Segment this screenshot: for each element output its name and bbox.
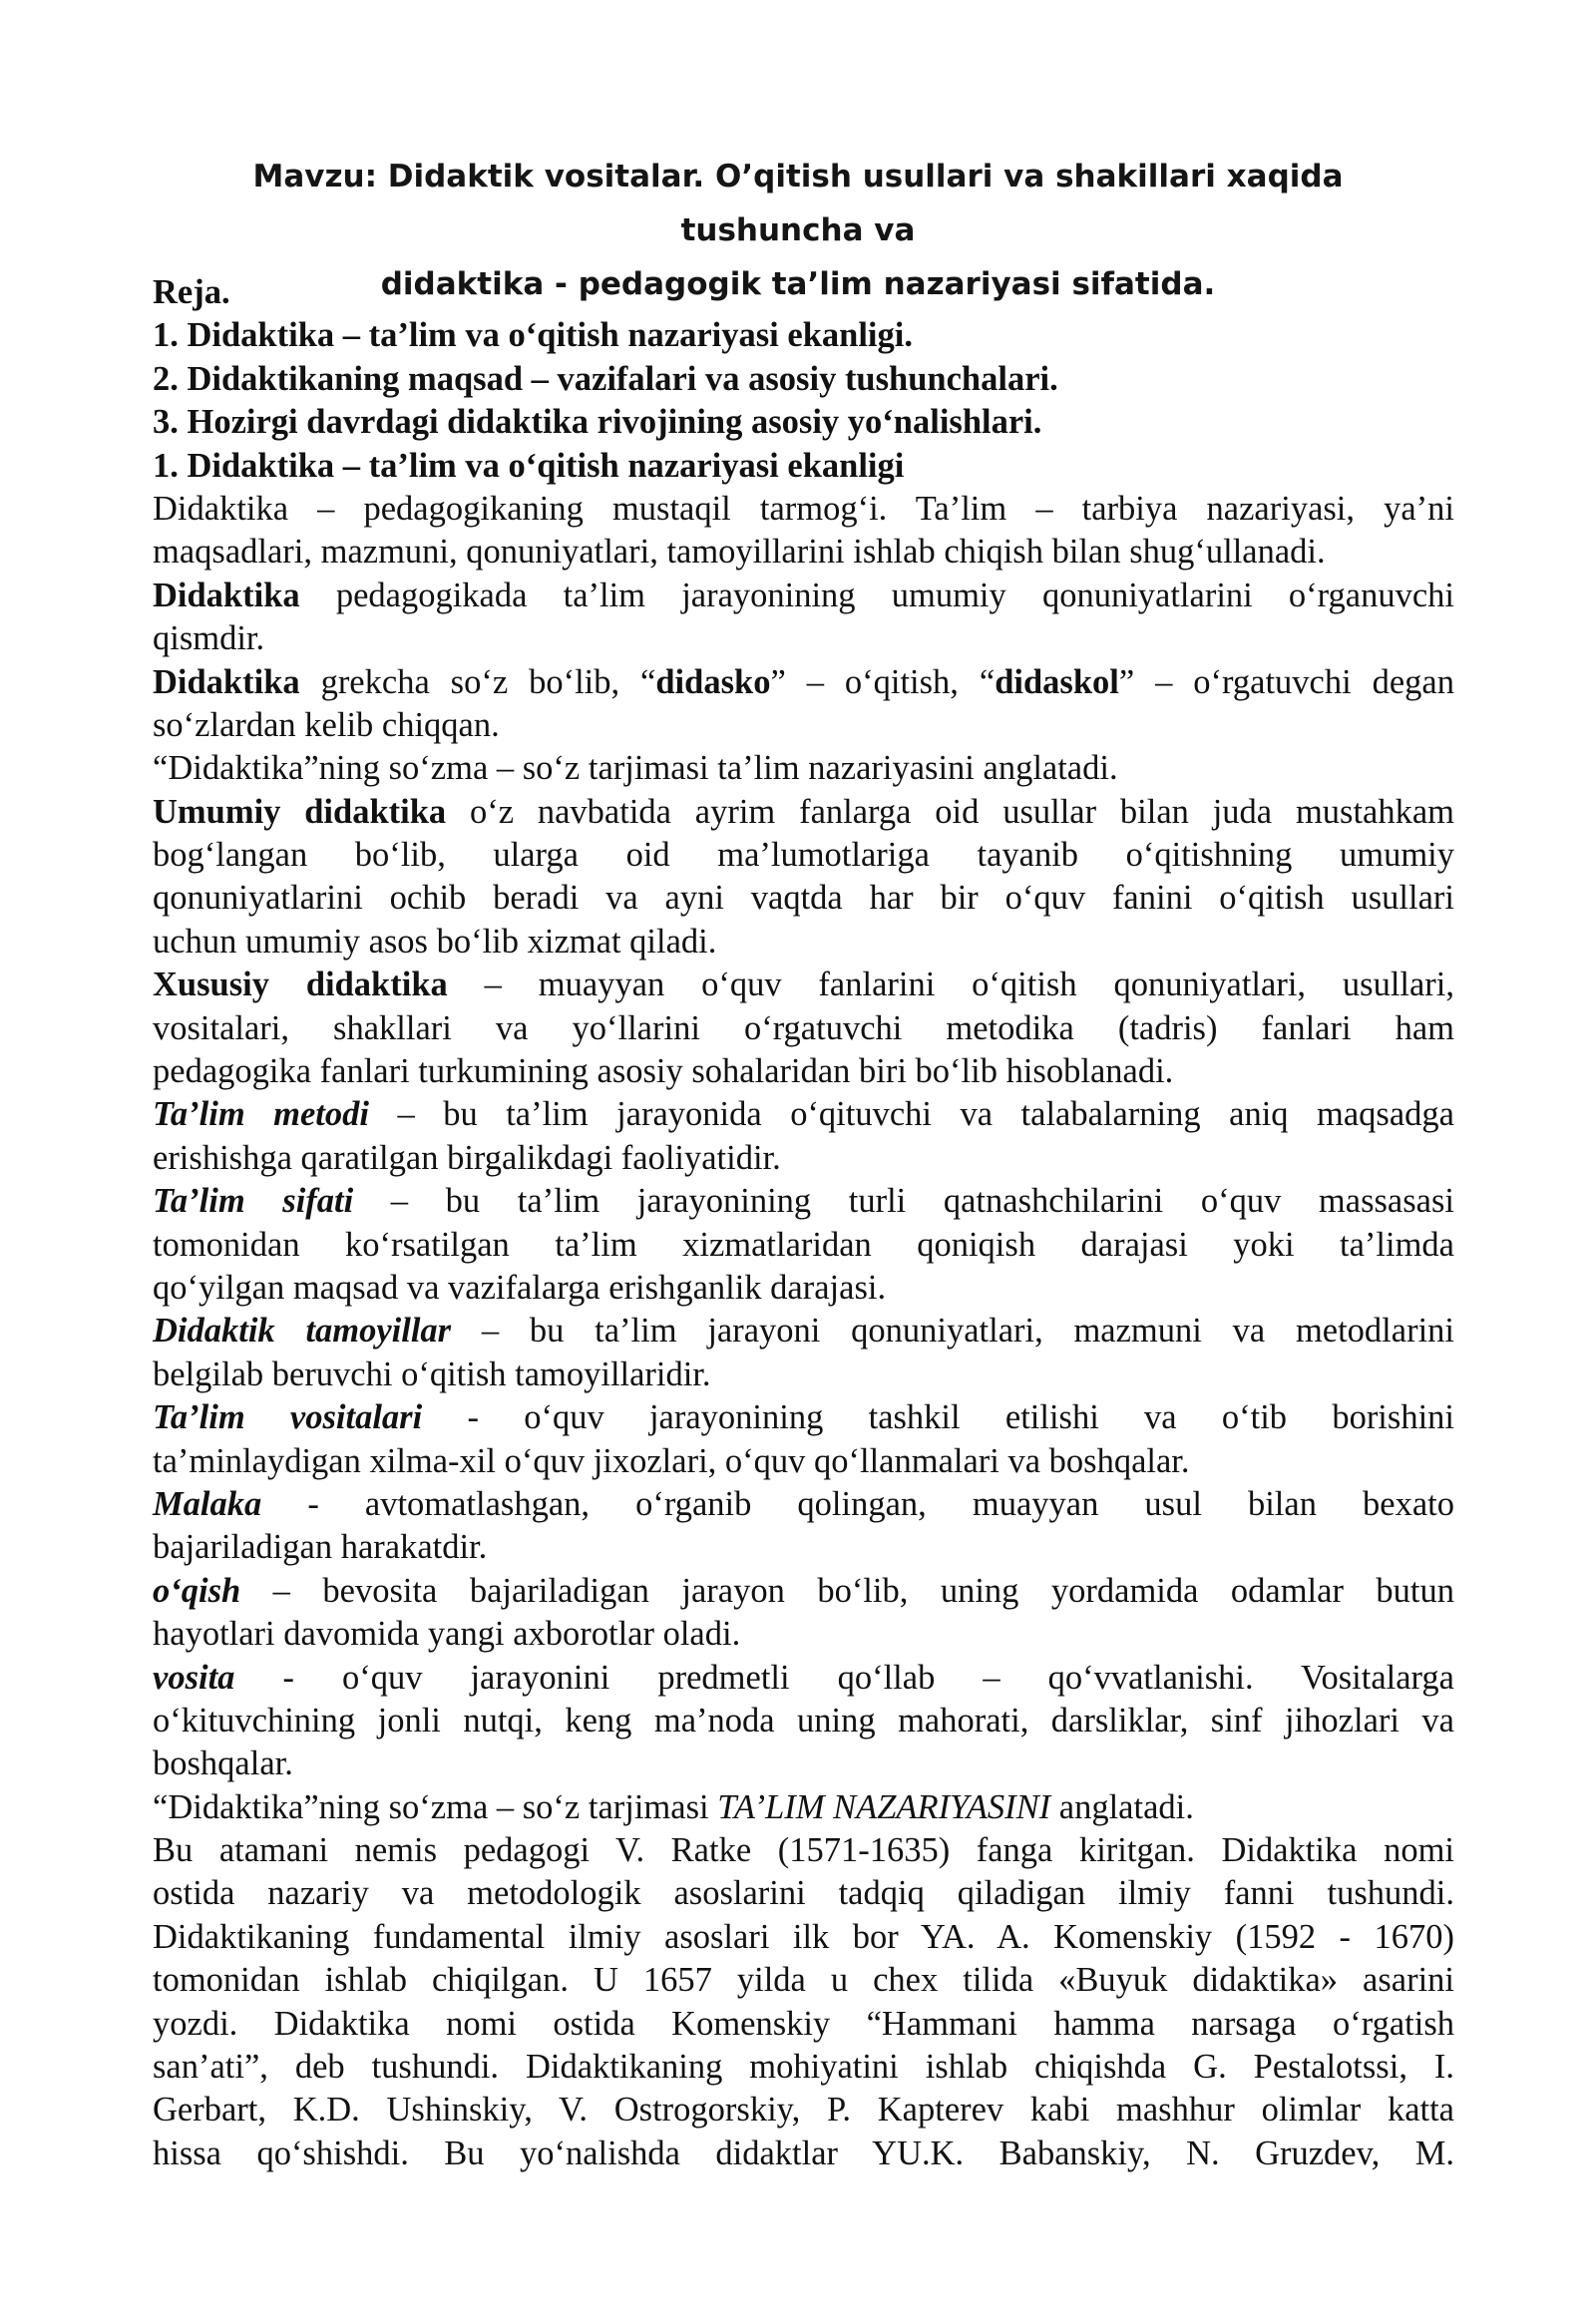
paragraph-line: belgilab beruvchi o‘qitish tamoyillaridir.: [153, 1355, 711, 1393]
term: didaskol: [995, 662, 1119, 701]
paragraph-line: Ta’lim vositalari - o‘quv jarayonining tashkil etilishi va o‘tib borishini: [153, 1398, 1454, 1437]
paragraph-line: so‘zlardan kelib chiqqan.: [153, 705, 500, 744]
paragraph-line: tomonidan ishlab chiqilgan. U 1657 yilda u chex tilida «Buyuk didaktika» asarini: [153, 1961, 1454, 2000]
term: Xususiy didaktika: [153, 966, 448, 1004]
paragraph-line: ta’minlaydigan xilma-xil o‘quv jixozlari, o‘quv qo‘llanmalari va boshqalar.: [153, 1441, 1190, 1480]
paragraph-line: Umumiy didaktika o‘z navbatida ayrim fanlarga oid usullar bilan juda mustahkam: [153, 792, 1454, 831]
paragraph-line: pedagogika fanlari turkumining asosiy sohalaridan biri bo‘lib hisoblanadi.: [153, 1052, 1174, 1091]
emphasis: TA’LIM NAZARIYASINI: [717, 1787, 1051, 1826]
term: Umumiy didaktika: [153, 792, 447, 831]
paragraph-line: o‘kituvchining jonli nutqi, keng ma’noda uning mahorati, darsliklar, sinf jihozlari va: [153, 1701, 1454, 1740]
plan-item: 3. Hozirgi davrdagi didaktika rivojining asosiy yo‘nalishlari.: [153, 403, 1042, 442]
paragraph-line: Didaktika grekcha so‘z bo‘lib, “didasko” – o‘qitish, “didaskol” – o‘rgatuvchi degan: [153, 662, 1454, 701]
paragraph-line: “Didaktika”ning so‘zma – so‘z tarjimasi TA’LIM NAZARIYASINI anglatadi.: [153, 1787, 1194, 1826]
paragraph-line: vositalari, shakllari va yo‘llarini o‘rgatuvchi metodika (tadris) fanlari ham: [153, 1008, 1454, 1047]
paragraph-line: bajariladigan harakatdir.: [153, 1528, 488, 1567]
paragraph-line: qonuniyatlarini ochib beradi va ayni vaqtda har bir o‘quv fanini o‘qitish usullari: [153, 879, 1454, 918]
paragraph-line: Ta’lim metodi – bu ta’lim jarayonida o‘qituvchi va talabalarning aniq maqsadga: [153, 1095, 1454, 1134]
term: Didaktik tamoyillar: [153, 1312, 452, 1351]
paragraph-line: maqsadlari, mazmuni, qonuniyatlari, tamoyillarini ishlab chiqish bilan shug‘ullanadi.: [153, 533, 1326, 572]
paragraph-line: bog‘langan bo‘lib, ularga oid ma’lumotlariga tayanib o‘qitishning umumiy: [153, 836, 1454, 875]
term: vosita: [153, 1658, 235, 1697]
paragraph-line: Didaktika pedagogikada ta’lim jarayonining umumiy qonuniyatlarini o‘rganuvchi: [153, 576, 1454, 614]
paragraph-line: qo‘yilgan maqsad va vazifalarga erishganlik darajasi.: [153, 1268, 887, 1307]
paragraph-line: Didaktika – pedagogikaning mustaqil tarmog‘i. Ta’lim – tarbiya nazariyasi, ya’ni: [153, 489, 1454, 528]
paragraph-line: tomonidan ko‘rsatilgan ta’lim xizmatlaridan qoniqish darajasi yoki ta’limda: [153, 1225, 1454, 1264]
paragraph-line: “Didaktika”ning so‘zma – so‘z tarjimasi ta’lim nazariyasini anglatadi.: [153, 749, 1118, 788]
paragraph-line: ostida nazariy va metodologik asoslarini tadqiq qiladigan ilmiy fanni tushundi.: [153, 1874, 1454, 1913]
title-line-1: Mavzu: Didaktik vositalar. O’qitish usullari va shakillari xaqida tushuncha va: [252, 159, 1344, 248]
paragraph-line: Xususiy didaktika – muayyan o‘quv fanlarini o‘qitish qonuniyatlari, usullari,: [153, 966, 1455, 1004]
paragraph-line: yozdi. Didaktika nomi ostida Komenskiy “Hammani hamma narsaga o‘rgatish: [153, 2004, 1454, 2043]
term: Malaka: [153, 1484, 262, 1523]
paragraph-line: Bu atamani nemis pedagogi V. Ratke (1571-1635) fanga kiritgan. Didaktika nomi: [153, 1831, 1454, 1870]
paragraph-line: boshqalar.: [153, 1744, 293, 1783]
paragraph-line: uchun umumiy asos bo‘lib xizmat qiladi.: [153, 922, 717, 961]
paragraph-line: san’ati”, deb tushundi. Didaktikaning mohiyatini ishlab chiqishda G. Pestalotssi, I.: [153, 2048, 1454, 2087]
term: Ta’lim sifati: [153, 1182, 354, 1221]
term: didasko: [655, 662, 771, 701]
title-line-2: didaktika - pedagogik ta’lim nazariyasi sifatida.: [380, 266, 1216, 302]
paragraph-line: erishishga qaratilgan birgalikdagi faoliyatidir.: [153, 1138, 781, 1177]
paragraph-line: Malaka - avtomatlashgan, o‘rganib qolingan, muayyan usul bilan bexato: [153, 1484, 1454, 1523]
term: Ta’lim metodi: [153, 1095, 369, 1134]
term: Didaktika: [153, 576, 300, 614]
paragraph-line: hayotlari davomida yangi axborotlar oladi.: [153, 1615, 741, 1654]
paragraph-line: Didaktik tamoyillar – bu ta’lim jarayoni qonuniyatlari, mazmuni va metodlarini: [153, 1312, 1454, 1351]
plan-item: 1. Didaktika – ta’lim va o‘qitish nazariyasi ekanligi.: [153, 316, 913, 355]
paragraph-line: vosita - o‘quv jarayonini predmetli qo‘llab – qo‘vvatlanishi. Vositalarga: [153, 1658, 1454, 1697]
paragraph-line: Didaktikaning fundamental ilmiy asoslari ilk bor YA. A. Komenskiy (1592 - 1670): [153, 1917, 1454, 1956]
plan-heading: Reja.: [153, 273, 230, 311]
paragraph-line: qismdir.: [153, 619, 265, 658]
paragraph-line: Ta’lim sifati – bu ta’lim jarayonining turli qatnashchilarini o‘quv massasasi: [153, 1182, 1454, 1221]
paragraph-line: o‘qish – bevosita bajariladigan jarayon bo‘lib, uning yordamida odamlar butun: [153, 1571, 1454, 1610]
plan-item: 2. Didaktikaning maqsad – vazifalari va asosiy tushunchalari.: [153, 359, 1058, 398]
term: Ta’lim vositalari: [153, 1398, 423, 1437]
document-body: [153, 271, 1454, 2175]
term: o‘qish: [153, 1571, 241, 1610]
section-heading: 1. Didaktika – ta’lim va o‘qitish nazariyasi ekanligi: [153, 446, 905, 485]
term: Didaktika: [153, 662, 300, 701]
paragraph-line: hissa qo‘shishdi. Bu yo‘nalishda didaktlar YU.K. Babanskiy, N. Gruzdev, M.: [153, 2133, 1454, 2172]
paragraph-line: Gerbart, K.D. Ushinskiy, V. Ostrogorskiy, P. Kapterev kabi mashhur olimlar katta: [153, 2091, 1454, 2130]
